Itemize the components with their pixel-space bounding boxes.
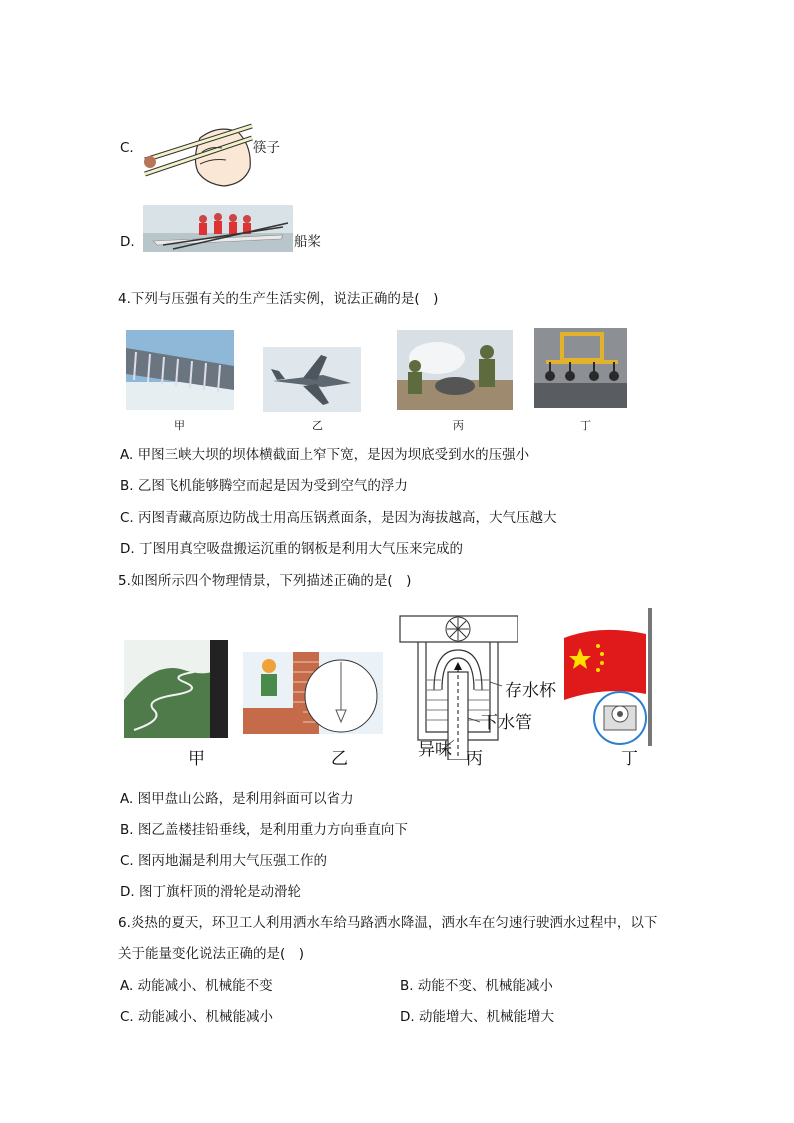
option-label-d: D.	[120, 234, 135, 250]
rowing-image	[143, 205, 293, 252]
q5-caption-bing: 丙	[466, 749, 483, 769]
q5-option-d: D. 图丁旗杆顶的滑轮是动滑轮	[120, 884, 301, 900]
question-5-stem: 5.如图所示四个物理情景，下列描述正确的是( )	[118, 573, 412, 589]
option-label-c: C.	[120, 140, 134, 156]
q4-option-b: B. 乙图飞机能够腾空而起是因为受到空气的浮力	[120, 478, 408, 494]
q6-option-a: A. 动能减小、机械能不变	[120, 978, 273, 994]
q6-option-b: B. 动能不变、机械能减小	[400, 978, 553, 994]
q4-option-d: D. 丁图用真空吸盘搬运沉重的钢板是利用大气压来完成的	[120, 541, 463, 557]
q5-option-c: C. 图丙地漏是利用大气压强工作的	[120, 853, 328, 869]
q5-option-b: B. 图乙盖楼挂铅垂线，是利用重力方向垂直向下	[120, 822, 408, 838]
question-4-stem: 4.下列与压强有关的生产生活实例，说法正确的是( )	[118, 291, 439, 307]
plumb-line-image	[243, 652, 383, 734]
question-6-stem-line2: 关于能量变化说法正确的是( )	[118, 946, 305, 962]
jet-image	[263, 347, 361, 412]
q6-option-d: D. 动能增大、机械能增大	[400, 1009, 554, 1025]
option-text-oar: 船桨	[294, 234, 321, 250]
q4-option-a: A. 甲图三峡大坝的坝体横截面上窄下宽，是因为坝底受到水的压强小	[120, 447, 530, 463]
flag-pulley-image	[560, 608, 670, 748]
mountain-road-image	[124, 640, 228, 738]
q4-caption-jia: 甲	[174, 419, 185, 432]
q4-caption-bing: 丙	[453, 419, 464, 432]
option-text-chopsticks: 筷子	[253, 140, 280, 156]
question-6-stem-line1: 6.炎热的夏天，环卫工人利用洒水车给马路洒水降温，洒水车在匀速行驶洒水过程中，以下	[118, 915, 658, 931]
cooking-soldiers-image	[397, 330, 513, 410]
chopsticks-image	[140, 118, 255, 190]
q5-caption-ding: 丁	[621, 749, 638, 769]
q4-caption-yi: 乙	[312, 419, 323, 432]
label-water-cup: 存水杯	[505, 681, 556, 701]
q6-option-c: C. 动能减小、机械能减小	[120, 1009, 274, 1025]
label-odor: 异味	[418, 740, 452, 760]
floor-drain-diagram	[398, 610, 518, 760]
q5-caption-jia: 甲	[188, 749, 205, 769]
label-drain-pipe: 下水管	[481, 713, 532, 733]
q4-caption-ding: 丁	[580, 419, 591, 432]
vacuum-lifter-image	[534, 328, 627, 408]
q5-caption-yi: 乙	[331, 749, 348, 769]
q4-option-c: C. 丙图青藏高原边防战士用高压锅煮面条，是因为海拔越高，大气压越大	[120, 510, 557, 526]
q5-option-a: A. 图甲盘山公路，是利用斜面可以省力	[120, 791, 354, 807]
dam-image	[126, 330, 234, 410]
